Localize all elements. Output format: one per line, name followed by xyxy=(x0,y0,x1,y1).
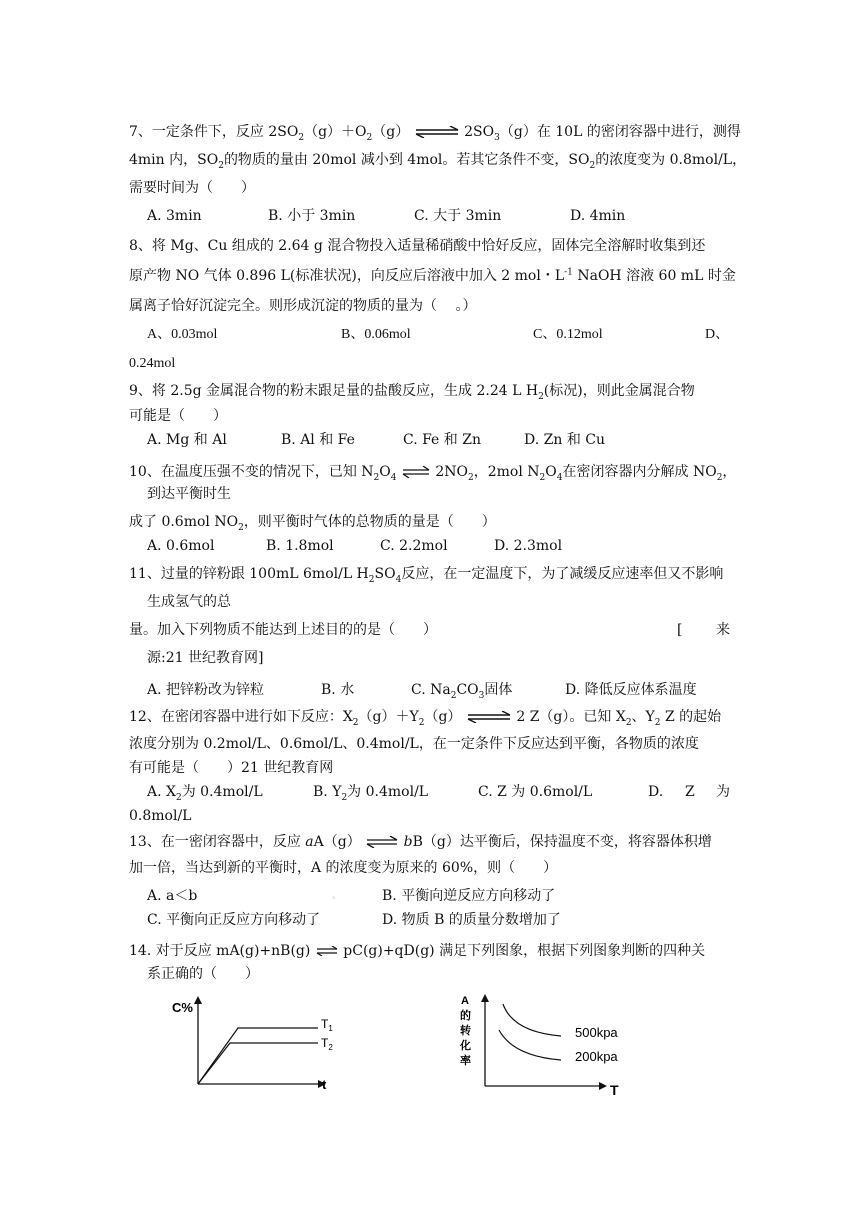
q8-option-d: D、 xyxy=(705,327,730,342)
q9-option-d: D. Zn 和 Cu xyxy=(524,432,605,448)
q10-option-c: C. 2.2mol xyxy=(380,538,448,554)
graph1-y-arrow-icon xyxy=(194,996,202,1004)
graph1-curve-t1 xyxy=(198,1028,318,1084)
q12-option-b: B. $Y_2$为 0.4mol/L xyxy=(313,784,429,803)
q7-option-a: A. 3min xyxy=(147,208,202,224)
q7-line2: 4min 内，$SO_2$的物质的量由 20mol 减小到 4mol。若其它条件不变，$SO_2$的浓度变为 0.8mol/L， xyxy=(129,152,747,171)
q11-option-a: A. 把锌粉改为锌粒 xyxy=(147,682,265,698)
q13-line2: 加一倍，当达到新的平衡时，A 的浓度变为原来的 60%，则（ ） xyxy=(129,860,558,876)
graph2-y-label-3: 转 xyxy=(460,1025,471,1037)
q7-option-d: D. 4min xyxy=(570,208,626,224)
graph2-y-arrow-icon xyxy=(481,994,489,1002)
q8-option-c: C、0.12mol xyxy=(533,327,603,342)
q9-option-a: A. Mg 和 Al xyxy=(147,432,227,448)
q11-source-text: 来 xyxy=(716,622,730,638)
q11-line1: 11、过量的锌粉跟 100mL 6mol/L $H_2SO_4$反应，在一定温度下，为了减缓反应速率但又不影响 xyxy=(129,566,724,585)
q12-option-d-z: Z xyxy=(685,784,695,800)
q8-line1: 8、将 Mg、Cu 组成的 2.64 g 混合物投入适量稀硝酸中恰好反应，固体完全溶解时收集到还 xyxy=(129,238,706,254)
q7-option-b: B. 小于 3min xyxy=(268,208,356,224)
q8-option-d-value: 0.24mol xyxy=(129,356,176,371)
q8-option-b: B、0.06mol xyxy=(341,327,411,342)
q12-line3: 有可能是（ ）21 世纪教育网 xyxy=(129,760,334,776)
q12-line1: 12、在密闭容器中进行如下反应：$X_2(g)+Y_2(g)$ 2 Z（g）。已知 $X_2$、$Y_2$ Z 的起始 xyxy=(129,709,722,728)
graph1-label-t2: $T_2$ xyxy=(321,1036,333,1052)
q13-option-b: B. 平衡向逆反应方向移动了 xyxy=(382,888,556,904)
equilibrium-arrow-icon xyxy=(414,126,460,138)
q10-line3: 成了 0.6mol $NO_2$，则平衡时气体的总物质的量是（ ） xyxy=(129,514,496,533)
q14-line2: 系正确的（ ） xyxy=(147,966,259,982)
graph1-curve-t2 xyxy=(198,1043,318,1084)
q7-option-c: C. 大于 3min xyxy=(414,208,502,224)
q9-option-c: C. Fe 和 Zn xyxy=(403,432,481,448)
q10-option-b: B. 1.8mol xyxy=(266,538,334,554)
q11-option-b: B. 水 xyxy=(321,682,355,698)
q11-source-bracket: [ xyxy=(677,622,683,638)
q10-line2: 到达平衡时生 xyxy=(147,486,231,502)
q12-option-c: C. Z 为 0.6mol/L xyxy=(478,784,593,800)
q12-option-d-wei: 为 xyxy=(716,784,730,800)
q8-option-a: A、0.03mol xyxy=(147,327,218,342)
q13-option-c: C. 平衡向正反应方向移动了 xyxy=(147,912,321,928)
q11-source-line: 源:21 世纪教育网] xyxy=(147,650,264,666)
equilibrium-arrow-icon xyxy=(315,946,339,956)
graph2-curve-500kpa xyxy=(503,1004,561,1036)
q11-option-c: C. $Na_2CO_3$固体 xyxy=(411,682,513,701)
q13-option-a: A. a＜b xyxy=(147,888,198,904)
equilibrium-arrow-icon xyxy=(401,466,431,478)
graph2-x-label: T xyxy=(610,1082,619,1098)
graph2-y-label-5: 率 xyxy=(460,1055,471,1067)
q10-option-a: A. 0.6mol xyxy=(147,538,215,554)
graph1-label-t1: $T_1$ xyxy=(321,1017,333,1033)
q7-line1: 7、一定条件下，反应 $2SO_2(g)+O_2(g)$ $2SO_3(g)$在 10L 的密闭容器中进行，测得 xyxy=(129,124,741,143)
graph2-y-label-1: A xyxy=(461,995,469,1007)
q14-line1: 14. 对于反应 mA(g)+nB(g) pC(g)+qD(g) 满足下列图象，根据下列图象判断的四种关 xyxy=(129,943,706,959)
graph2-label-200kpa: 200kpa xyxy=(575,1049,618,1064)
q10-option-d: D. 2.3mol xyxy=(494,538,563,554)
graph-c-percent-vs-t xyxy=(168,994,358,1094)
q11-line2: 生成氢气的总 xyxy=(147,594,231,610)
q12-option-d-value: 0.8mol/L xyxy=(129,808,192,824)
q11-option-d: D. 降低反应体系温度 xyxy=(565,682,697,698)
q13-stray-dot: 。 xyxy=(332,891,340,900)
graph-a-conversion-vs-t xyxy=(455,990,635,1100)
q12-option-a: A. $X_2$为 0.4mol/L xyxy=(147,784,263,803)
graph1-y-label: C% xyxy=(172,1000,193,1015)
q13-line1: 13、在一密闭容器中，反应 aA（g） bB（g）达平衡后，保持温度不变，将容器体积增 xyxy=(129,834,712,850)
graph1-x-label: t xyxy=(322,1077,327,1092)
q9-line2: 可能是（ ） xyxy=(129,408,227,424)
graph2-y-label-2: 的 xyxy=(460,1010,471,1022)
graph2-label-500kpa: 500kpa xyxy=(575,1025,618,1040)
q13-option-d: D. 物质 B 的质量分数增加了 xyxy=(382,912,561,928)
q9-line1: 9、将 2.5g 金属混合物的粉末跟足量的盐酸反应，生成 2.24 L $H_2$(标况)，则此金属混合物 xyxy=(129,383,695,402)
q12-option-d-label: D. xyxy=(648,784,664,800)
q9-option-b: B. Al 和 Fe xyxy=(281,432,355,448)
graph2-y-label-4: 化 xyxy=(460,1040,471,1052)
equilibrium-arrow-icon xyxy=(365,836,399,848)
q10-line1: 10、在温度压强不变的情况下，已知 $N_2O_4$ $2NO_2$，2mol $N_2O_4$在密闭容器内分解成 $NO_2$， xyxy=(129,464,737,483)
equilibrium-arrow-icon xyxy=(466,711,512,723)
graph2-x-arrow-icon xyxy=(599,1082,607,1090)
q12-line2: 浓度分别为 0.2mol/L、0.6mol/L、0.4mol/L，在一定条件下反应达到平衡，各物质的浓度 xyxy=(129,736,699,752)
q11-line3: 量。加入下列物质不能达到上述目的的是（ ） xyxy=(129,622,437,638)
q8-line2: 原产物 NO 气体 0.896 L(标准状况)，向反应后溶液中加入 2 mol・$L^{-1}$ NaOH 溶液 60 mL 时金 xyxy=(129,267,736,284)
q7-line3: 需要时间为（ ） xyxy=(129,180,255,196)
q8-line3: 属离子恰好沉淀完全。则形成沉淀的物质的量为（ 。） xyxy=(129,298,477,314)
